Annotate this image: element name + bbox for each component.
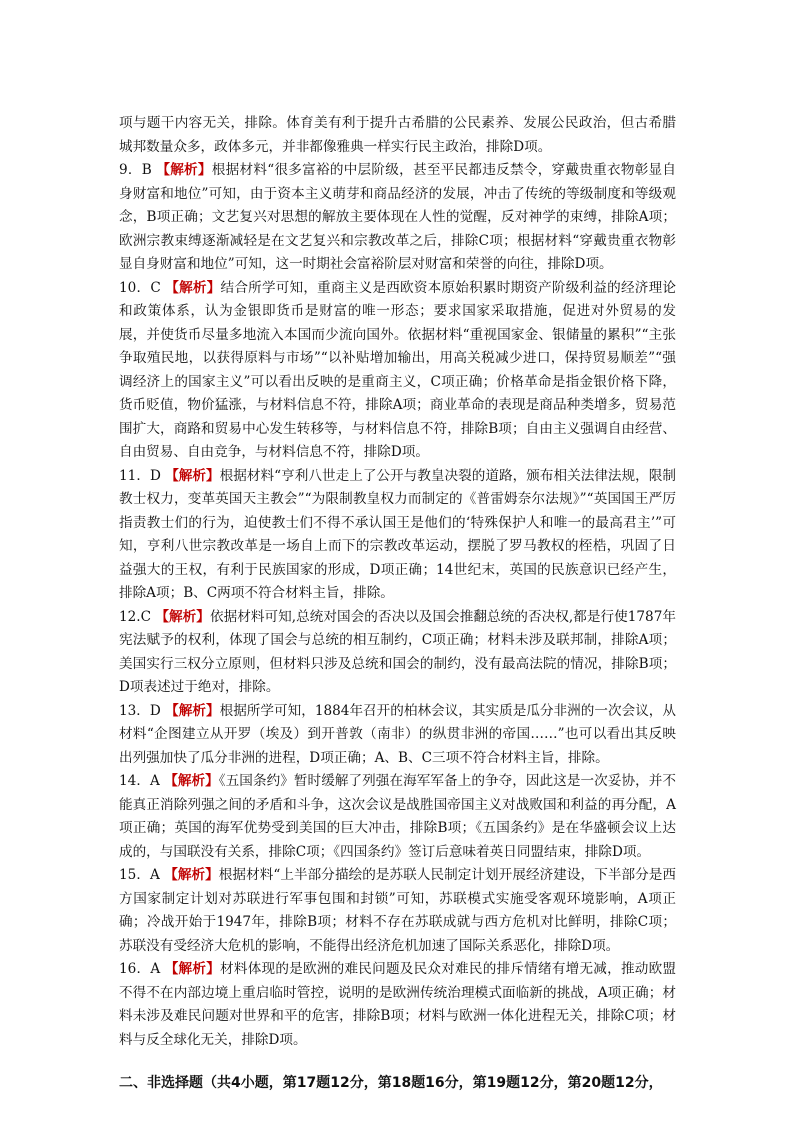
- answer-16-text: 材料体现的是欧洲的难民问题及民众对难民的排斥情绪有增无减，推动欧盟不得不在内部边境上重启临时管控，说明的是欧洲传统治理模式面临新的挑战，A项正确；材料未涉及难民问题对世界和平的危害，排除B项；材料与欧洲一体化进程无关，排除C项；材料与反全球化无关，排除D项。: [119, 961, 677, 1048]
- answer-9: [119, 159, 676, 277]
- analysis-tag: 【解析】: [155, 608, 210, 625]
- answer-13-number: 13．D: [119, 702, 166, 719]
- analysis-tag: 【解析】: [165, 279, 221, 296]
- answer-13: [119, 700, 676, 771]
- answer-14: [119, 770, 676, 864]
- analysis-tag: 【解析】: [164, 961, 221, 977]
- answer-15-number: 15．A: [119, 867, 165, 883]
- answer-12-number: 12.C: [119, 608, 156, 625]
- answer-15: [119, 864, 676, 958]
- intro-paragraph: 项与题干内容无关，排除。体育美有利于提升古希腊的公民素养、发展公民政治，但古希腊城邦数量众多，政体多元，并非都像雅典一样实行民主政治，排除D项。: [119, 115, 676, 155]
- answer-9-number: 9．B: [119, 162, 157, 178]
- answer-11: [119, 465, 676, 606]
- analysis-tag: 【解析】: [165, 467, 220, 484]
- answer-14-number: 14．A: [119, 773, 165, 789]
- answer-page: [119, 112, 676, 1096]
- answer-14-text: 《五国条约》暂时缓解了列强在海军军备上的争夺，因此这是一次妥协，并不能真正消除列强之间的矛盾和斗争，这次会议是战胜国帝国主义对战败国和利益的再分配，A项正确；英国的海军优势受到美国的巨大冲击，排除B项；《五国条约》是在华盛顿会议上达成的，与国联没有关系，排除C项；《四国条约》签订后意味着英日同盟结束，排除D项。: [119, 773, 677, 860]
- answer-12: [119, 606, 676, 700]
- answer-10-text: 结合所学可知，重商主义是西欧资本原始积累时期资产阶级利益的经济理论和政策体系，认为金银即货币是财富的唯一形态；要求国家采取措施，促进对外贸易的发展，并使货币尽量多地流入本国而少流向国外。依据材料“重视国家金、银储量的累积”“主张争取殖民地，以获得原料与市场”“以补贴增加输出，用高关税减少进口，保持贸易顺差”“强调经济上的国家主义”可以看出反映的是重商主义，C项正确；价格革命是指金银价格下降，货币贬值，物价猛涨，与材料信息不符，排除A项；商业革命的表现是商品种类增多，贸易范围扩大，商路和贸易中心发生转移等，与材料信息不符，排除B项；自由主义强调自由经营、自由贸易、自由竞争，与材料信息不符，排除D项。: [119, 279, 677, 460]
- answer-10: [119, 277, 676, 465]
- answer-16-number: 16．A: [119, 961, 165, 977]
- analysis-tag: 【解析】: [156, 162, 212, 178]
- answer-12-text: 依据材料可知,总统对国会的否决以及国会推翻总统的否决权,都是行使1787年宪法赋予的权利，体现了国会与总统的相互制约，C项正确；材料未涉及联邦制，排除A项；美国实行三权分立原则，但材料只涉及总统和国会的制约，没有最高法院的情况，排除B项；D项表述过于绝对，排除。: [119, 608, 676, 695]
- answer-9-text: 根据材料“很多富裕的中层阶级，甚至平民都违反禁令，穿戴贵重衣物彰显自身财富和地位”可知，由于资本主义萌芽和商品经济的发展，冲击了传统的等级制度和等级观念，B项正确；文艺复兴对思想的解放主要体现在人性的觉醒，反对神学的束缚，排除A项；欧洲宗教束缚逐渐减轻是在文艺复兴和宗教改革之后，排除C项；根据材料“穿戴贵重衣物彰显自身财富和地位”可知，这一时期社会富裕阶层对财富和荣誉的向往，排除D项。: [119, 162, 676, 272]
- answer-11-text: 根据材料“亨利八世走上了公开与教皇决裂的道路，颁布相关法律法规，限制教士权力，变革英国天主教会”“为限制教皇权力而制定的《普雷姆奈尔法规》”“英国国王严厉指责教士们的行为，迫使教士们不得不承认国王是他们的‘特殊保护人和唯一的最高君主’”可知，亨利八世宗教改革是一场自上而下的宗教改革运动，摆脱了罗马教权的桎梏，巩固了日益强大的王权，有利于民族国家的形成，D项正确；14世纪末，英国的民族意识已经产生，排除A项；B、C两项不符合材料主旨，排除。: [119, 467, 676, 601]
- answer-10-number: 10．C: [119, 279, 166, 296]
- answer-13-text: 根据所学可知，1884年召开的柏林会议，其实质是瓜分非洲的一次会议，从材料“企图建立从开罗（埃及）到开普敦（南非）的纵贯非洲的帝国……”也可以看出其反映出列强加快了瓜分非洲的进程，D项正确；A、B、C三项不符合材料主旨，排除。: [119, 702, 677, 766]
- analysis-tag: 【解析】: [164, 867, 219, 883]
- answer-11-number: 11．D: [119, 467, 166, 484]
- analysis-tag: 【解析】: [165, 702, 220, 719]
- analysis-tag: 【解析】: [164, 773, 219, 789]
- answer-16: [119, 958, 676, 1052]
- section-heading: 二、非选择题（共4小题，第17题12分，第18题16分，第19题12分，第20题12分，: [119, 1075, 663, 1091]
- answer-15-text: 根据材料“上半部分描绘的是苏联人民制定计划开展经济建设，下半部分是西方国家制定计划对苏联进行军事包围和封锁”可知，苏联模式实施受客观环境影响，A项正确；冷战开始于1947年，排除B项；材料不存在苏联成就与西方危机对比鲜明，排除C项；苏联没有受经济大危机的影响，不能得出经济危机加速了国际关系恶化，排除D项。: [119, 867, 677, 954]
